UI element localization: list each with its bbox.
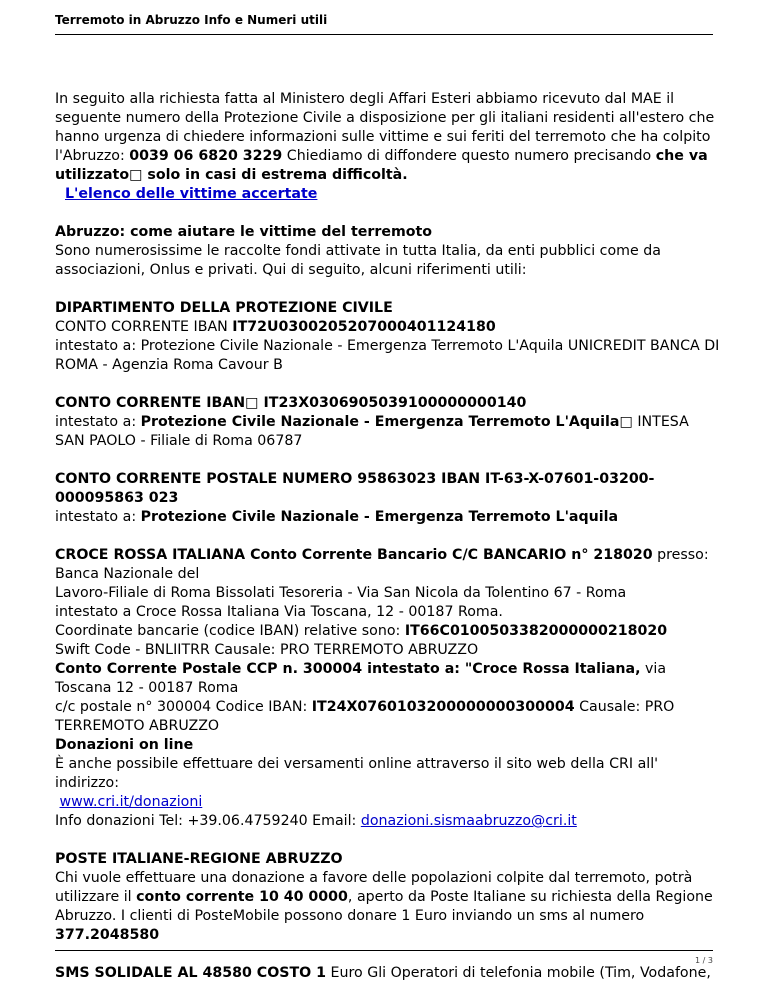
intestato-tail: INTESA SAN PAOLO - Filiale di Roma 06787 — [55, 414, 689, 449]
intro-text: In seguito alla richiesta fatta al Ministero degli Affari Esteri abbiamo ricevuto dal MAE il seguente numero della Protezione Civile a disposizione per gli italiani residenti all'estero che hanno urgenza di chiedere informazioni sulle vittime e sui feriti del terremoto che ha colpito l'Abruzzo: — [55, 91, 715, 164]
intro-text-2: Chiediamo di diffondere questo numero precisando — [282, 148, 656, 164]
victims-list-link[interactable]: L'elenco delle vittime accertate — [65, 186, 318, 202]
cc-postale-label: c/c postale n° 300004 Codice IBAN: — [55, 699, 312, 715]
poste-text: Chi vuole effettuare una donazione a favore delle popolazioni colpite dal terremoto, potrà utilizzare il — [55, 870, 693, 905]
emergency-phone: 0039 06 6820 3229 — [129, 148, 283, 164]
iban-value: IT66C0100503382000000218020 — [404, 623, 668, 639]
poste-text-2: , aperto da Poste Italiane su richiesta della Regione Abruzzo. I clienti di PosteMobile possono donare 1 Euro inviando un sms al numero — [55, 889, 713, 924]
document-body — [55, 90, 720, 1002]
protezione-civile-title: DIPARTIMENTO DELLA PROTEZIONE CIVILE — [55, 300, 393, 316]
conto-postale-section — [55, 470, 720, 527]
header-divider — [55, 34, 713, 35]
sms-section — [55, 964, 720, 983]
intestato-label: intestato a: — [55, 509, 141, 525]
help-section — [55, 223, 720, 280]
donazioni-title: Donazioni on line — [55, 737, 194, 753]
croce-rossa-title-tail: presso: Banca Nazionale del — [55, 547, 709, 582]
conto-intesa-section — [55, 394, 720, 451]
croce-rossa-title: CROCE ROSSA ITALIANA Conto Corrente Bancario C/C BANCARIO n° 218020 — [55, 547, 653, 563]
intestato-label: intestato a: — [55, 414, 141, 430]
intro-bold-note: che va utilizzato□ solo in casi di estrema difficoltà. — [55, 148, 708, 183]
ccp-address: via Toscana 12 - 00187 Roma — [55, 661, 667, 696]
help-text: Sono numerosissime le raccolte fondi attivate in tutta Italia, da enti pubblici come da associazioni, Onlus e privati. Qui di seguito, alcuni riferimenti utili: — [55, 243, 661, 278]
croce-rossa-line: intestato a Croce Rossa Italiana Via Toscana, 12 - 00187 Roma. — [55, 604, 503, 620]
conto-postale-title: CONTO CORRENTE POSTALE NUMERO 95863023 IBAN IT-63-X-07601-03200-000095863 023 — [55, 471, 655, 506]
poste-conto: conto corrente 10 40 0000 — [136, 889, 348, 905]
page-number: 1 / 3 — [695, 956, 713, 965]
ccp-title: Conto Corrente Postale CCP n. 300004 intestato a: "Croce Rossa Italiana, — [55, 661, 641, 677]
poste-italiane-section — [55, 850, 720, 945]
protezione-civile-section — [55, 299, 720, 375]
iban-label: CONTO CORRENTE IBAN — [55, 319, 233, 335]
croce-rossa-section — [55, 546, 720, 831]
poste-numero: 377.2048580 — [55, 927, 160, 943]
intestato-text: intestato a: Protezione Civile Nazionale - Emergenza Terremoto L'Aquila UNICREDIT BANCA DI ROMA - Agenzia Roma Cavour B — [55, 338, 720, 373]
swift-line: Swift Code - BNLIITRR Causale: PRO TERREMOTO ABRUZZO — [55, 642, 479, 658]
footer-divider — [55, 950, 713, 951]
conto-intesa-title: CONTO CORRENTE IBAN□ IT23X0306905039100000000140 — [55, 395, 527, 411]
sms-text: Euro Gli Operatori di telefonia mobile (Tim, Vodafone, — [326, 965, 711, 981]
cc-postale-causale: Causale: PRO TERREMOTO ABRUZZO — [55, 699, 675, 734]
poste-title: POSTE ITALIANE-REGIONE ABRUZZO — [55, 851, 343, 867]
iban-value: IT72U0300205207000401124180 — [232, 319, 496, 335]
info-donazioni: Info donazioni Tel: +39.06.4759240 Email: — [55, 813, 361, 829]
intro-section — [55, 90, 720, 204]
page-header-title: Terremoto in Abruzzo Info e Numeri utili — [55, 13, 328, 27]
intestato-bold: Protezione Civile Nazionale - Emergenza Terremoto L'aquila — [140, 509, 619, 525]
sms-title: SMS SOLIDALE AL 48580 COSTO 1 — [55, 965, 327, 981]
donazioni-email-link[interactable]: donazioni.sismaabruzzo@cri.it — [360, 813, 577, 829]
croce-rossa-line: Lavoro-Filiale di Roma Bissolati Tesoreria - Via San Nicola da Tolentino 67 - Roma — [55, 585, 627, 601]
help-title: Abruzzo: come aiutare le vittime del terremoto — [55, 224, 433, 240]
cc-postale-iban: IT24X0760103200000000300004 — [311, 699, 575, 715]
cri-donazioni-link[interactable]: www.cri.it/donazioni — [59, 794, 203, 810]
donazioni-text: È anche possibile effettuare dei versamenti online attraverso il sito web della CRI all' indirizzo: — [55, 756, 659, 791]
iban-label: Coordinate bancarie (codice IBAN) relative sono: — [55, 623, 405, 639]
intestato-bold: Protezione Civile Nazionale - Emergenza Terremoto L'Aquila□ — [140, 414, 633, 430]
